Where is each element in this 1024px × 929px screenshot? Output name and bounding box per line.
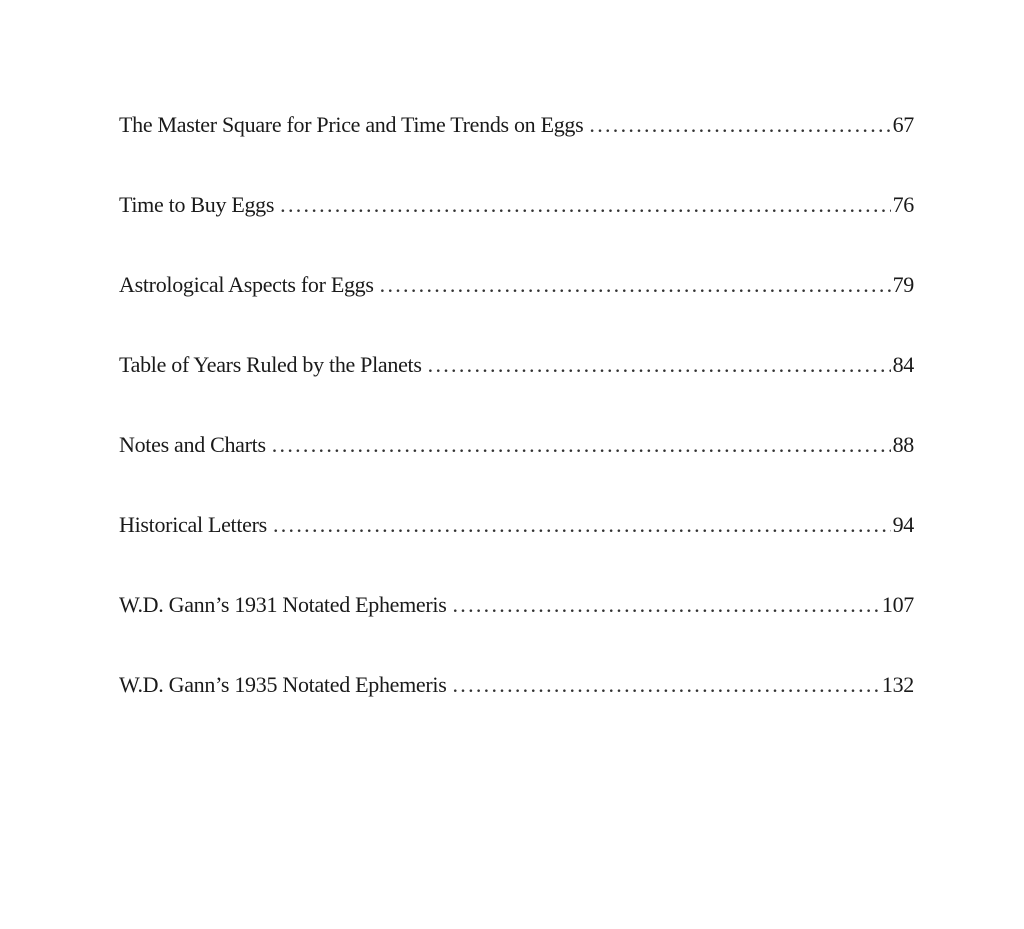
toc-entry-title: Historical Letters <box>119 512 267 537</box>
toc-entry-title: Time to Buy Eggs <box>119 192 275 217</box>
toc-entry-page: 84 <box>892 352 914 377</box>
dot-leader <box>452 672 879 698</box>
toc-entry-page: 94 <box>892 512 914 537</box>
toc-entry-title: W.D. Gann’s 1931 Notated Ephemeris <box>119 592 447 617</box>
toc-entry-page: 79 <box>892 272 914 297</box>
dot-leader <box>452 592 879 618</box>
toc-entry[interactable] <box>119 512 914 592</box>
toc-entry[interactable] <box>119 352 914 432</box>
dot-leader <box>273 512 891 538</box>
toc-entry[interactable] <box>119 192 914 272</box>
toc-entry-page: 88 <box>892 432 914 457</box>
toc-entry[interactable] <box>119 672 914 752</box>
toc-entry-page: 67 <box>892 112 914 137</box>
toc-entry-page: 76 <box>892 192 914 217</box>
toc-entry-title: Astrological Aspects for Eggs <box>119 272 374 297</box>
dot-leader <box>272 432 891 458</box>
toc-entry[interactable] <box>119 592 914 672</box>
toc-entry[interactable] <box>119 112 914 192</box>
dot-leader <box>428 352 891 378</box>
toc-entry-title: Table of Years Ruled by the Planets <box>119 352 422 377</box>
toc-entry-title: The Master Square for Price and Time Trends on Eggs <box>119 112 584 137</box>
dot-leader <box>280 192 890 218</box>
dot-leader <box>380 272 891 298</box>
dot-leader <box>589 112 890 138</box>
toc-entry-title: Notes and Charts <box>119 432 266 457</box>
toc-entry-page: 132 <box>881 672 914 697</box>
toc-entry[interactable] <box>119 432 914 512</box>
table-of-contents <box>119 112 914 752</box>
toc-entry[interactable] <box>119 272 914 352</box>
toc-entry-title: W.D. Gann’s 1935 Notated Ephemeris <box>119 672 447 697</box>
toc-entry-page: 107 <box>881 592 914 617</box>
